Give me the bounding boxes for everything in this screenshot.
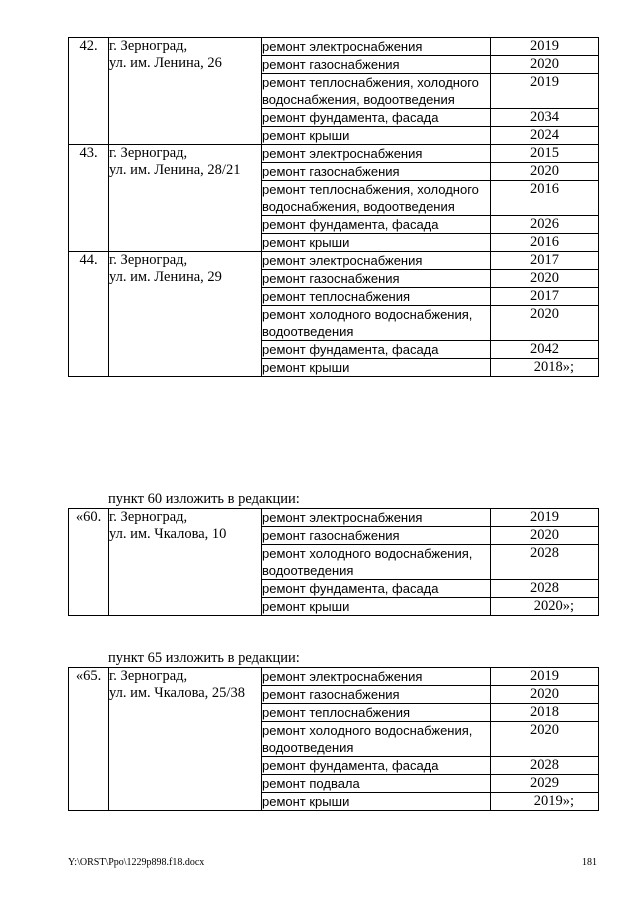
work-year: 2020	[491, 722, 599, 757]
work-type: ремонт газоснабжения	[262, 686, 491, 704]
address-city: г. Зерноград,	[109, 252, 188, 268]
address-cell	[109, 509, 262, 616]
work-type: ремонт фундамента, фасада	[262, 580, 491, 598]
work-year: 2020	[491, 686, 599, 704]
table-block-3	[68, 667, 598, 811]
work-type: ремонт крыши	[262, 793, 491, 811]
address-city: г. Зерноград,	[109, 145, 188, 161]
address-city: г. Зерноград,	[109, 668, 188, 684]
work-type: ремонт электроснабжения	[262, 509, 491, 527]
work-type: ремонт газоснабжения	[262, 56, 491, 74]
work-year: 2020	[491, 163, 599, 181]
work-year: 2015	[491, 145, 599, 163]
work-type: ремонт крыши	[262, 359, 491, 377]
work-year: 2028	[491, 757, 599, 775]
footer-page-number: 181	[582, 857, 597, 868]
address-cell	[109, 145, 262, 252]
work-year: 2029	[491, 775, 599, 793]
address-street: ул. им. Чкалова, 10	[109, 526, 227, 542]
work-type: ремонт фундамента, фасада	[262, 109, 491, 127]
work-year: 2020	[491, 527, 599, 545]
work-year: 2020	[491, 270, 599, 288]
paragraph-point-65: пункт 65 изложить в редакции:	[108, 650, 300, 666]
work-type: ремонт крыши	[262, 127, 491, 145]
work-type: ремонт холодного водоснабжения, водоотведения	[262, 722, 491, 757]
work-year: 2016	[491, 234, 599, 252]
work-type: ремонт электроснабжения	[262, 38, 491, 56]
paragraph-point-60: пункт 60 изложить в редакции:	[108, 491, 300, 507]
work-type: ремонт подвала	[262, 775, 491, 793]
work-type: ремонт фундамента, фасада	[262, 341, 491, 359]
address-street: ул. им. Чкалова, 25/38	[109, 685, 245, 701]
work-type: ремонт электроснабжения	[262, 252, 491, 270]
footer-file-path: Y:\ORST\Ppo\1229p898.f18.docx	[68, 857, 205, 868]
work-type: ремонт электроснабжения	[262, 668, 491, 686]
table-row	[69, 38, 599, 56]
address-city: г. Зерноград,	[109, 509, 188, 525]
work-year: 2016	[491, 181, 599, 216]
work-year: 2020	[491, 56, 599, 74]
work-year: 2028	[491, 580, 599, 598]
work-year: 2028	[491, 545, 599, 580]
work-year: 2018	[491, 704, 599, 722]
work-year: 2026	[491, 216, 599, 234]
address-street: ул. им. Ленина, 28/21	[109, 162, 241, 178]
item-number: 43.	[69, 145, 109, 252]
work-year: 2019	[491, 38, 599, 56]
work-year: 2019	[491, 509, 599, 527]
work-year: 2019»;	[491, 793, 599, 811]
work-year: 2019	[491, 668, 599, 686]
works-table-2	[68, 508, 599, 616]
address-street: ул. им. Ленина, 26	[109, 55, 222, 71]
table-row	[69, 668, 599, 686]
work-type: ремонт теплоснабжения, холодного водоснабжения, водоотведения	[262, 74, 491, 109]
table-row	[69, 509, 599, 527]
work-year: 2020»;	[491, 598, 599, 616]
work-type: ремонт газоснабжения	[262, 163, 491, 181]
table-block-1	[68, 37, 598, 377]
table-block-2	[68, 508, 598, 616]
work-year: 2034	[491, 109, 599, 127]
work-year: 2042	[491, 341, 599, 359]
work-type: ремонт газоснабжения	[262, 270, 491, 288]
work-year: 2018»;	[491, 359, 599, 377]
address-cell	[109, 252, 262, 377]
item-number: «60.	[69, 509, 109, 616]
work-year: 2019	[491, 74, 599, 109]
work-type: ремонт теплоснабжения	[262, 288, 491, 306]
work-type: ремонт крыши	[262, 234, 491, 252]
work-year: 2017	[491, 252, 599, 270]
work-year: 2017	[491, 288, 599, 306]
work-year: 2020	[491, 306, 599, 341]
item-number: 42.	[69, 38, 109, 145]
work-type: ремонт теплоснабжения	[262, 704, 491, 722]
address-cell	[109, 38, 262, 145]
work-type: ремонт электроснабжения	[262, 145, 491, 163]
work-type: ремонт теплоснабжения, холодного водоснабжения, водоотведения	[262, 181, 491, 216]
work-type: ремонт холодного водоснабжения, водоотведения	[262, 545, 491, 580]
address-cell	[109, 668, 262, 811]
work-type: ремонт крыши	[262, 598, 491, 616]
work-type: ремонт фундамента, фасада	[262, 216, 491, 234]
works-table-3	[68, 667, 599, 811]
works-table-1	[68, 37, 599, 377]
work-type: ремонт фундамента, фасада	[262, 757, 491, 775]
item-number: 44.	[69, 252, 109, 377]
item-number: «65.	[69, 668, 109, 811]
work-year: 2024	[491, 127, 599, 145]
work-type: ремонт газоснабжения	[262, 527, 491, 545]
table-row	[69, 145, 599, 163]
table-row	[69, 252, 599, 270]
work-type: ремонт холодного водоснабжения, водоотведения	[262, 306, 491, 341]
address-city: г. Зерноград,	[109, 38, 188, 54]
address-street: ул. им. Ленина, 29	[109, 269, 222, 285]
